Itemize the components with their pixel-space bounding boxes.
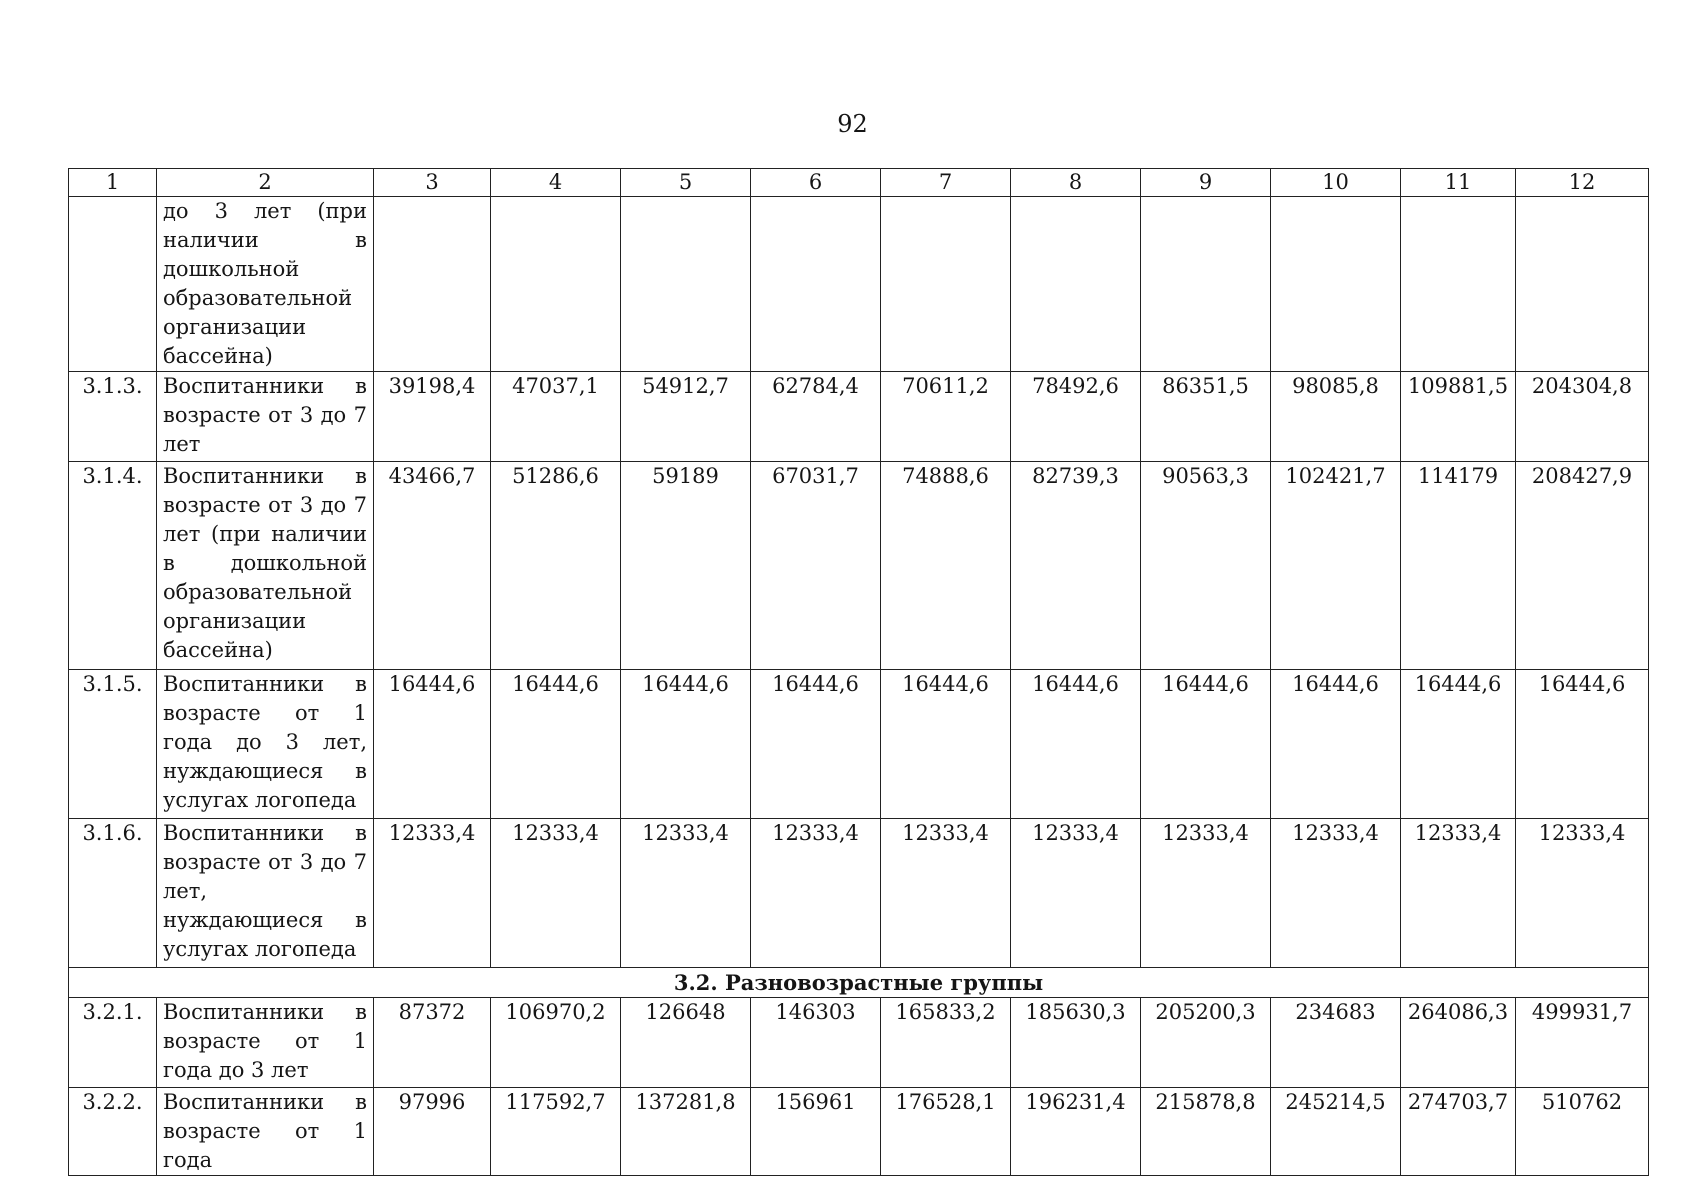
value-cell: 245214,5 <box>1271 1088 1401 1176</box>
table-row <box>69 1088 1649 1176</box>
value-cell: 62784,4 <box>751 372 881 462</box>
value-cell: 12333,4 <box>374 819 491 968</box>
section-heading: 3.2. Разновозрастные группы <box>69 968 1649 998</box>
value-cell: 215878,8 <box>1141 1088 1271 1176</box>
value-cell: 12333,4 <box>1401 819 1516 968</box>
column-number-row <box>69 169 1649 197</box>
table-row <box>69 670 1649 819</box>
column-number: 6 <box>751 169 881 197</box>
value-cell: 264086,3 <box>1401 998 1516 1088</box>
table-row <box>69 819 1649 968</box>
value-cell: 234683 <box>1271 998 1401 1088</box>
value-cell: 165833,2 <box>881 998 1011 1088</box>
row-code <box>69 197 157 372</box>
value-cell: 499931,7 <box>1516 998 1649 1088</box>
value-cell: 176528,1 <box>881 1088 1011 1176</box>
row-code: 3.1.6. <box>69 819 157 968</box>
value-cell: 274703,7 <box>1401 1088 1516 1176</box>
column-number: 7 <box>881 169 1011 197</box>
value-cell: 102421,7 <box>1271 462 1401 670</box>
value-cell: 16444,6 <box>1271 670 1401 819</box>
value-cell: 205200,3 <box>1141 998 1271 1088</box>
value-cell: 106970,2 <box>491 998 621 1088</box>
value-cell: 510762 <box>1516 1088 1649 1176</box>
value-cell: 78492,6 <box>1011 372 1141 462</box>
value-cell <box>1516 197 1649 372</box>
column-number: 1 <box>69 169 157 197</box>
value-cell: 16444,6 <box>1011 670 1141 819</box>
value-cell: 117592,7 <box>491 1088 621 1176</box>
value-cell: 146303 <box>751 998 881 1088</box>
value-cell: 12333,4 <box>751 819 881 968</box>
value-cell: 74888,6 <box>881 462 1011 670</box>
row-description: Воспитанники в возрасте от 3 до 7 лет (при наличии в дошкольной образовательной организации бассейна) <box>157 462 374 670</box>
value-cell: 59189 <box>621 462 751 670</box>
value-cell: 39198,4 <box>374 372 491 462</box>
value-cell: 109881,5 <box>1401 372 1516 462</box>
value-cell: 156961 <box>751 1088 881 1176</box>
value-cell: 12333,4 <box>621 819 751 968</box>
value-cell: 87372 <box>374 998 491 1088</box>
table-row <box>69 197 1649 372</box>
value-cell: 16444,6 <box>621 670 751 819</box>
value-cell: 54912,7 <box>621 372 751 462</box>
value-cell: 196231,4 <box>1011 1088 1141 1176</box>
column-number: 9 <box>1141 169 1271 197</box>
table-row <box>69 372 1649 462</box>
table-row <box>69 998 1649 1088</box>
row-code: 3.2.1. <box>69 998 157 1088</box>
value-cell: 86351,5 <box>1141 372 1271 462</box>
value-cell <box>491 197 621 372</box>
row-description: Воспитанники в возрасте от 1 года до 3 лет <box>157 998 374 1088</box>
value-cell <box>751 197 881 372</box>
value-cell: 12333,4 <box>1011 819 1141 968</box>
value-cell: 16444,6 <box>881 670 1011 819</box>
row-description: Воспитанники в возрасте от 3 до 7 лет <box>157 372 374 462</box>
table-row <box>69 462 1649 670</box>
value-cell: 137281,8 <box>621 1088 751 1176</box>
value-cell: 90563,3 <box>1141 462 1271 670</box>
value-cell: 16444,6 <box>1516 670 1649 819</box>
column-number: 12 <box>1516 169 1649 197</box>
value-cell: 98085,8 <box>1271 372 1401 462</box>
value-cell <box>1011 197 1141 372</box>
section-row <box>69 968 1649 998</box>
value-cell <box>1271 197 1401 372</box>
value-cell: 16444,6 <box>374 670 491 819</box>
value-cell: 12333,4 <box>491 819 621 968</box>
value-cell <box>1141 197 1271 372</box>
column-number: 5 <box>621 169 751 197</box>
value-cell: 47037,1 <box>491 372 621 462</box>
value-cell: 208427,9 <box>1516 462 1649 670</box>
value-cell: 16444,6 <box>751 670 881 819</box>
value-cell: 12333,4 <box>881 819 1011 968</box>
value-cell: 114179 <box>1401 462 1516 670</box>
row-description: до 3 лет (при наличии в дошкольной образовательной организации бассейна) <box>157 197 374 372</box>
value-cell: 185630,3 <box>1011 998 1141 1088</box>
value-cell: 43466,7 <box>374 462 491 670</box>
value-cell: 12333,4 <box>1516 819 1649 968</box>
value-cell: 51286,6 <box>491 462 621 670</box>
column-number: 8 <box>1011 169 1141 197</box>
value-cell: 204304,8 <box>1516 372 1649 462</box>
row-code: 3.2.2. <box>69 1088 157 1176</box>
value-cell: 12333,4 <box>1271 819 1401 968</box>
value-cell: 126648 <box>621 998 751 1088</box>
value-cell <box>374 197 491 372</box>
column-number: 2 <box>157 169 374 197</box>
value-cell: 16444,6 <box>491 670 621 819</box>
value-cell: 97996 <box>374 1088 491 1176</box>
value-cell: 12333,4 <box>1141 819 1271 968</box>
tariff-table <box>68 168 1649 1176</box>
column-number: 10 <box>1271 169 1401 197</box>
value-cell <box>881 197 1011 372</box>
value-cell <box>621 197 751 372</box>
value-cell <box>1401 197 1516 372</box>
value-cell: 67031,7 <box>751 462 881 670</box>
page-number: 92 <box>837 110 868 138</box>
row-code: 3.1.4. <box>69 462 157 670</box>
value-cell: 16444,6 <box>1401 670 1516 819</box>
row-description: Воспитанники в возрасте от 3 до 7 лет, нуждающиеся в услугах логопеда <box>157 819 374 968</box>
column-number: 4 <box>491 169 621 197</box>
value-cell: 70611,2 <box>881 372 1011 462</box>
column-number: 11 <box>1401 169 1516 197</box>
row-code: 3.1.5. <box>69 670 157 819</box>
row-description: Воспитанники в возрасте от 1 года до 3 лет, нуждающиеся в услугах логопеда <box>157 670 374 819</box>
row-code: 3.1.3. <box>69 372 157 462</box>
value-cell: 82739,3 <box>1011 462 1141 670</box>
value-cell: 16444,6 <box>1141 670 1271 819</box>
column-number: 3 <box>374 169 491 197</box>
row-description: Воспитанники в возрасте от 1 года <box>157 1088 374 1176</box>
